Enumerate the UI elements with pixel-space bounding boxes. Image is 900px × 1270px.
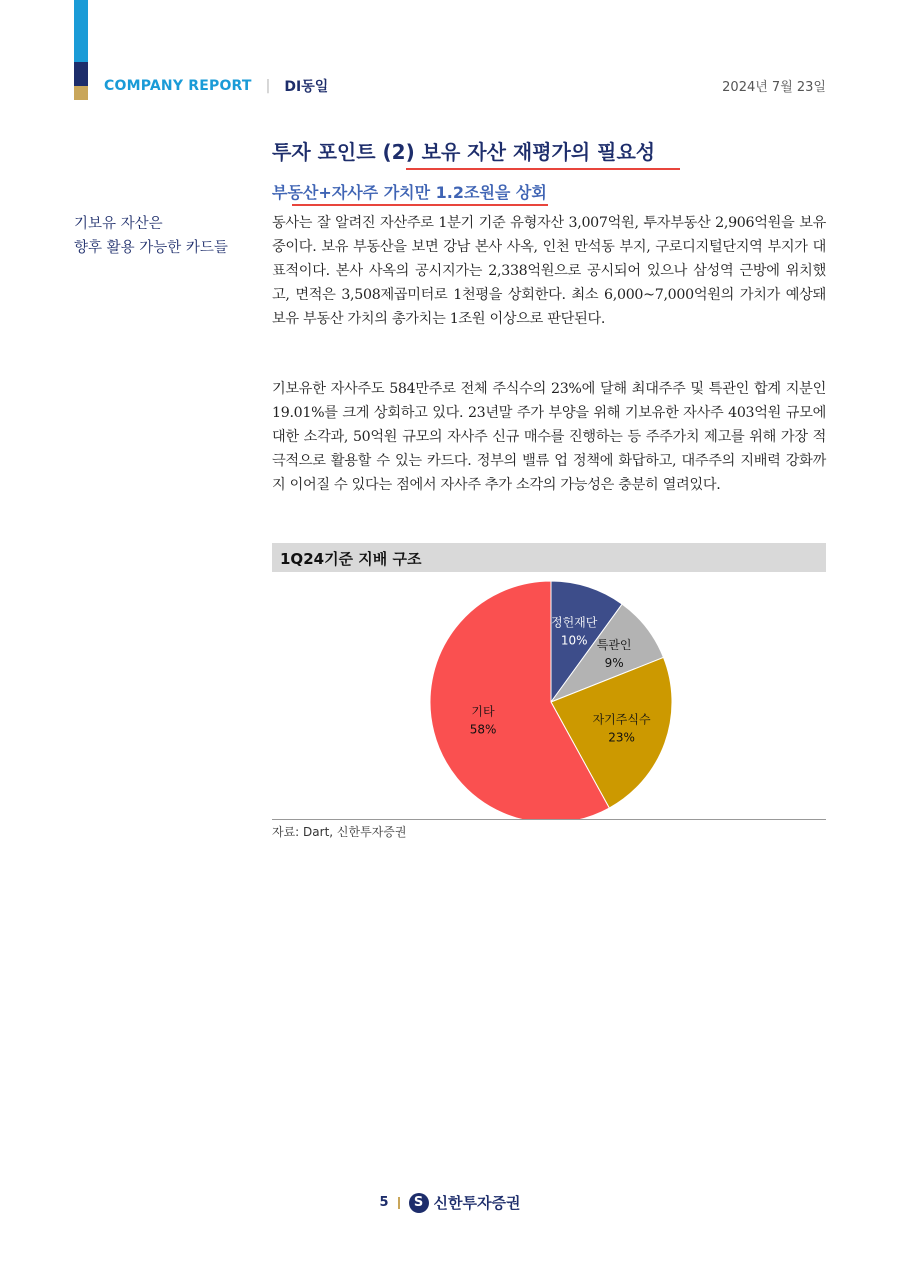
pie-label-2: 자기주식수 xyxy=(592,712,651,727)
pie-value-3: 58% xyxy=(469,722,497,737)
chart-title: 1Q24기준 지배 구조 xyxy=(280,550,422,568)
chart-header xyxy=(272,543,826,572)
header-separator: | xyxy=(265,78,271,94)
body-paragraph-1: 동사는 잘 알려진 자산주로 1분기 기준 유형자산 3,007억원, 투자부동산 2,906억원을 보유 중이다. 보유 부동산을 보면 강남 본사 사옥, 인천 만석동 부지, 구로디지털단지역 부지가 대표적이다. 본사 사옥의 공시지가는 2,338억원으로 공시되어 있으나 삼성역 근방에 위치했고, 면적은 3,508제곱미터로 1천평을 상회한다. 최소 6,000~7,000억원의 가치가 예상돼 보유 부동산 가치의 총가치는 1조원 이상으로 판단된다. xyxy=(272,215,826,327)
brand-logo-icon: S xyxy=(409,1193,429,1213)
accent-bar-navy xyxy=(74,62,88,86)
company-name: DI동일 xyxy=(284,79,329,95)
chart-area xyxy=(272,572,826,820)
body-paragraph-2: 기보유한 자사주도 584만주로 전체 주식수의 23%에 달해 최대주주 및 특관인 합계 지분인 19.01%를 크게 상회하고 있다. 23년말 주가 부양을 위해 기보유한 자사주 403억원 규모에 대한 소각과, 50억원 규모의 자사주 신규 매수를 진행하는 등 주주가치 제고를 위해 가장 적극적으로 활용할 수 있는 카드다. 정부의 밸류 업 정책에 화답하고, 대주주의 지배력 강화까지 이어질 수 있다는 점에서 자사주 추가 소각의 가능성은 충분히 열려있다. xyxy=(272,381,826,493)
subtitle-underline xyxy=(292,204,548,206)
brand-name: 신한투자증권 xyxy=(433,1194,521,1212)
side-note-line-1: 기보유 자산은 xyxy=(74,216,163,232)
report-date: 2024년 7월 23일 xyxy=(722,80,826,95)
pie-chart xyxy=(272,572,826,820)
pie-label-3: 기타 xyxy=(471,704,495,719)
pie-label-0: 정헌재단 xyxy=(550,615,598,630)
pie-value-2: 23% xyxy=(608,730,635,745)
section-title: 투자 포인트 (2) 보유 자산 재평가의 필요성 xyxy=(272,140,656,164)
pie-value-1: 9% xyxy=(604,656,624,671)
report-header xyxy=(104,76,328,96)
section-subtitle: 부동산+자사주 가치만 1.2조원을 상회 xyxy=(272,183,547,202)
chart-bottom-rule xyxy=(272,819,826,820)
side-note xyxy=(74,212,228,260)
accent-bar-gold xyxy=(74,86,88,100)
pie-label-1: 특관인 xyxy=(596,638,632,653)
accent-bar-blue xyxy=(74,0,88,62)
pie-value-0: 10% xyxy=(560,633,588,648)
page-number: 5 xyxy=(379,1195,389,1210)
page-footer xyxy=(0,1192,900,1213)
report-type: COMPANY REPORT xyxy=(104,78,252,94)
source-note: 자료: Dart, 신한투자증권 xyxy=(272,825,407,839)
title-underline xyxy=(406,168,680,170)
footer-separator xyxy=(398,1197,400,1209)
side-note-line-2: 향후 활용 가능한 카드들 xyxy=(74,240,228,256)
